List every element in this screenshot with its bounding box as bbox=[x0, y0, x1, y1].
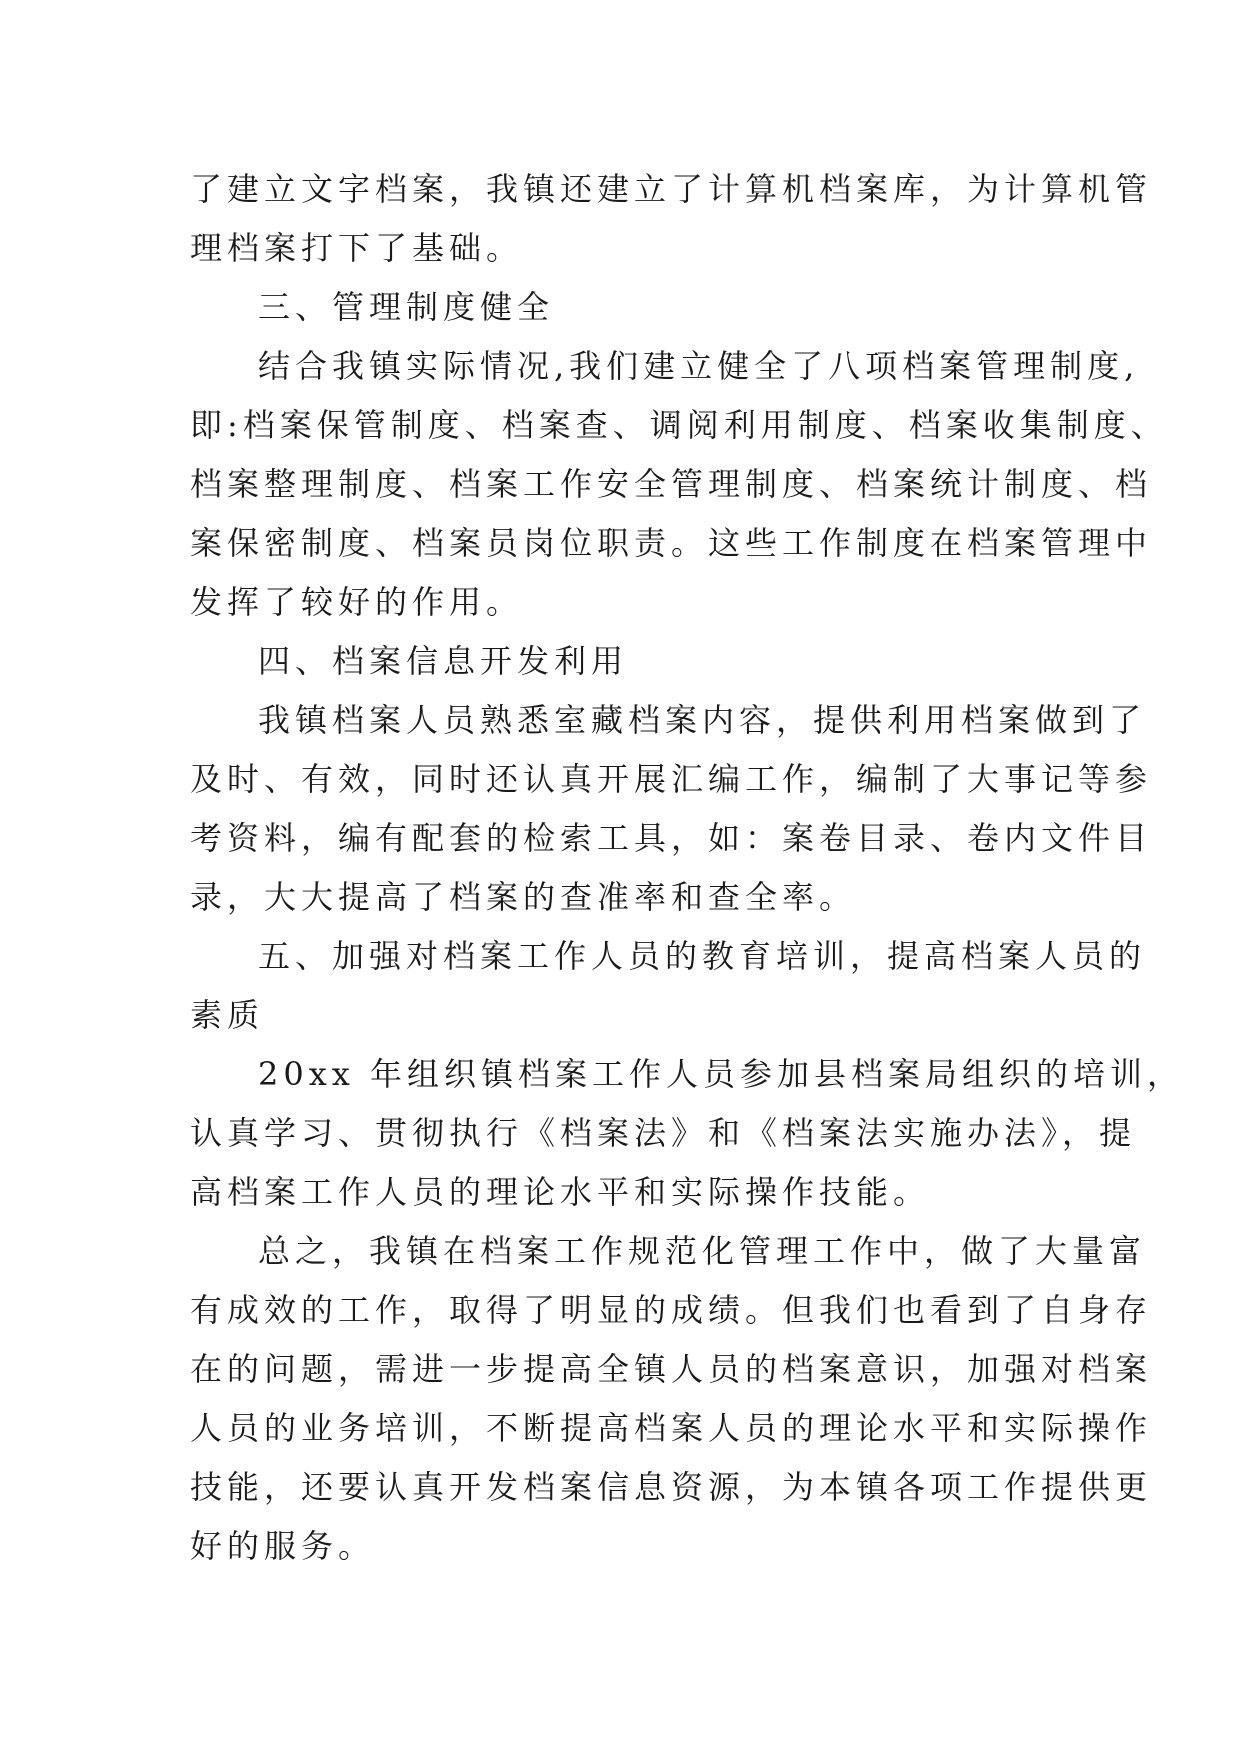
text-line: 高档案工作人员的理论水平和实际操作技能。 bbox=[190, 1173, 931, 1211]
text-line: 考资料，编有配套的检索工具，如：案卷目录、卷内文件目 bbox=[190, 819, 1153, 857]
text-line: 在的问题，需进一步提高全镇人员的档案意识，加强对档案 bbox=[190, 1350, 1153, 1388]
text-line: 及时、有效，同时还认真开展汇编工作，编制了大事记等参 bbox=[190, 760, 1153, 798]
text-line: 我镇档案人员熟悉室藏档案内容，提供利用档案做到了 bbox=[258, 701, 1147, 739]
text-line: 理档案打下了基础。 bbox=[190, 229, 524, 267]
text-line: 案保密制度、档案员岗位职责。这些工作制度在档案管理中 bbox=[190, 524, 1153, 562]
section-heading-5: 五、加强对档案工作人员的教育培训，提高档案人员的 bbox=[258, 937, 1147, 975]
text-line: 结合我镇实际情况,我们建立健全了八项档案管理制度, bbox=[258, 347, 1140, 385]
section-heading-3: 三、管理制度健全 bbox=[258, 288, 555, 326]
section-heading-5-continued: 素质 bbox=[190, 996, 265, 1034]
text-line: 认真学习、贯彻执行《档案法》和《档案法实施办法》，提 bbox=[190, 1114, 1137, 1152]
text-line: 录，大大提高了档案的查准率和查全率。 bbox=[190, 878, 857, 916]
text-line: 20xx 年组织镇档案工作人员参加县档案局组织的培训， bbox=[258, 1055, 1184, 1093]
text-line: 有成效的工作，取得了明显的成绩。但我们也看到了自身存 bbox=[190, 1291, 1153, 1329]
text-line: 了建立文字档案，我镇还建立了计算机档案库，为计算机管 bbox=[190, 170, 1153, 208]
text-line: 即:档案保管制度、档案查、调阅利用制度、档案收集制度、 bbox=[190, 406, 1168, 444]
text-line: 好的服务。 bbox=[190, 1527, 376, 1565]
text-line: 发挥了较好的作用。 bbox=[190, 583, 524, 621]
document-body bbox=[190, 160, 1184, 1576]
text-line: 档案整理制度、档案工作安全管理制度、档案统计制度、档 bbox=[190, 465, 1153, 503]
section-heading-4: 四、档案信息开发利用 bbox=[258, 642, 629, 680]
text-line: 技能，还要认真开发档案信息资源，为本镇各项工作提供更 bbox=[190, 1468, 1153, 1506]
text-line: 总之，我镇在档案工作规范化管理工作中，做了大量富 bbox=[258, 1232, 1147, 1270]
text-line: 人员的业务培训，不断提高档案人员的理论水平和实际操作 bbox=[190, 1409, 1153, 1447]
